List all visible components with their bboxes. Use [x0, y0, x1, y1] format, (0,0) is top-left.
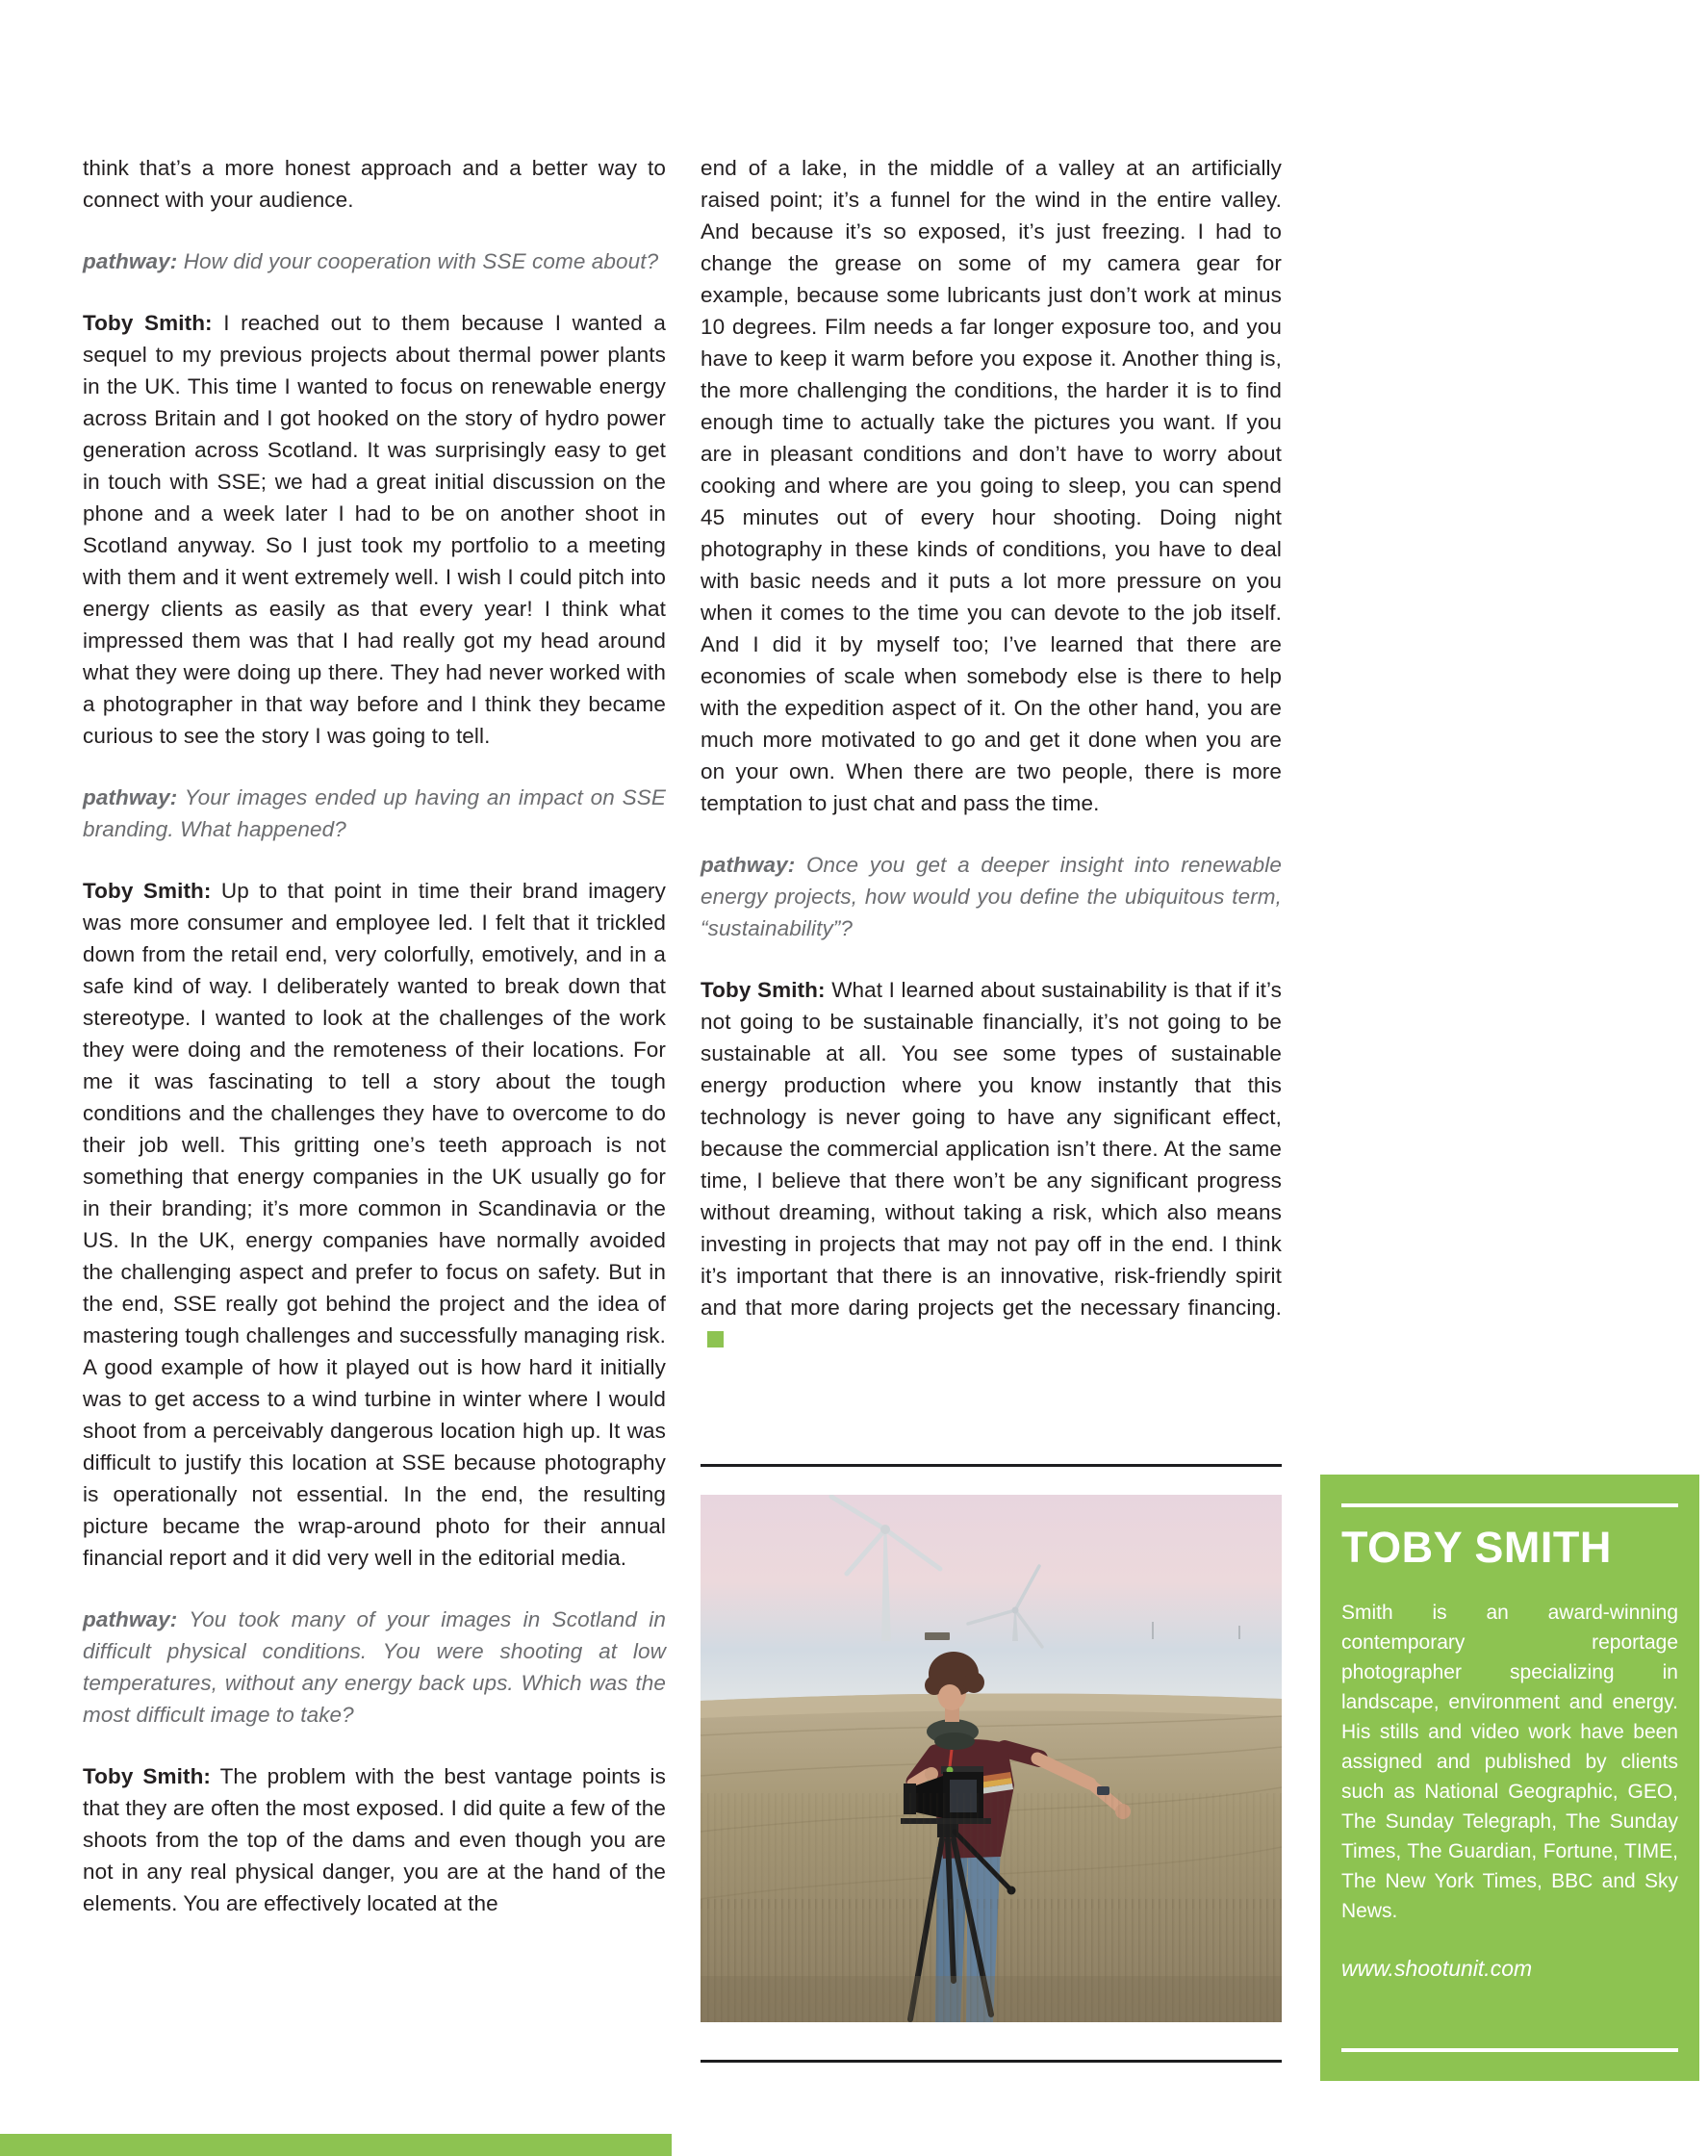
- interview-answer: [83, 1760, 666, 1919]
- pathway-label: pathway:: [83, 785, 178, 809]
- bio-text: Smith is an award-winning contemporary reportage photographer specializing in landscape, environment and energy. His stills and video work have been assigned and published by clients such as National Geographic, GEO, The Sunday Telegraph, The Sunday Times, The Guardian, Fortune, TIME, The New York Times, BBC and Sky News.: [1341, 1601, 1678, 1922]
- article-paragraph: [701, 152, 1282, 819]
- dusk-sky: [701, 1495, 1282, 1702]
- answer-text: I reached out to them because I wanted a sequel to my previous projects about thermal power plants in the UK. This time I wanted to focus on renewable energy across Britain and I got hooked on the story of hydro power generation across Scotland. It was surprisingly easy to get in touch with SSE; we had a great initial discussion on the phone and a week later I had to be on another shoot in Scotland anyway. So I just took my portfolio to a meeting with them and it went extremely well. I wish I could pitch into energy clients as easily as that every year! I think what impressed them was that I had really got my head around what they were doing up there. They had never worked with a photographer in that way before and I think they became curious to see the story I was going to tell.: [83, 311, 666, 748]
- interview-answer: [701, 974, 1282, 1355]
- grass-texture: [701, 1793, 1282, 1909]
- bio-bottom-rule: [1341, 2048, 1678, 2052]
- interview-answer: [83, 875, 666, 1574]
- photographer-field-photo: [701, 1495, 1282, 2022]
- answer-text: What I learned about sustainability is that if it’s not going to be sustainable financially, it’s not going to be sustainable at all. You see some types of sustainable energy production where you know instantly that this technology is never going to have any significant effect, because the commercial application isn’t there. At the same time, I believe that there won’t be any significant progress without dreaming, without taking a risk, which also means investing in projects that may not pay off in the end. I think it’s important that there is an innovative, risk-friendly spirit and that more daring projects get the necessary financing.: [701, 978, 1282, 1320]
- answer-text: The problem with the best vantage points is that they are often the most exposed. I did quite a few of the shoots from the top of the dams and even though you are not in any real physical danger, you are at the hand of the elements. You are effectively located at the: [83, 1764, 666, 1915]
- speaker-label: Toby Smith:: [83, 311, 213, 335]
- bio-top-rule: [1341, 1503, 1678, 1507]
- speaker-label: Toby Smith:: [83, 879, 212, 903]
- distant-building: [925, 1632, 950, 1640]
- bio-title: TOBY SMITH: [1341, 1523, 1612, 1572]
- article-column-left: [83, 152, 666, 1919]
- article-paragraph: [83, 152, 666, 216]
- paragraph-text: end of a lake, in the middle of a valley at an artificially raised point; it’s a funnel for the wind in the entire valley. And because it’s so exposed, it’s just freezing. I had to change the grease on some of my camera gear for example, because some lubricants just don’t work at minus 10 degrees. Film needs a far longer exposure too, and you have to keep it warm before you expose it. Another thing is, the more challenging the conditions, the harder it is to find enough time to actually take the pictures you want. If you are in pleasant conditions and don’t have to worry about cooking and where are you going to sleep, you can spend 45 minutes out of every hour shooting. Doing night photography in these kinds of conditions, you have to deal with basic needs and it puts a lot more pressure on you when it comes to the time you can devote to the job itself. And I did it by myself too; I’ve learned that there are economies of scale when somebody else is there to help with the expedition aspect of it. On the other hand, you are much more motivated to go and get it done when you are on your own. When there are two people, there is more temptation to just chat and pass the time.: [701, 156, 1282, 815]
- horizontal-rule: [701, 1464, 1282, 1467]
- interview-question: [83, 245, 666, 277]
- pathway-label: pathway:: [701, 853, 796, 877]
- speaker-label: Toby Smith:: [701, 978, 826, 1002]
- question-text: You took many of your images in Scotland in difficult physical conditions. You were shooting at low temperatures, without any energy back ups. Which was the most difficult image to take?: [83, 1607, 666, 1727]
- question-text: Your images ended up having an impact on SSE branding. What happened?: [83, 785, 666, 841]
- pathway-label: pathway:: [83, 1607, 178, 1631]
- paragraph-text: think that’s a more honest approach and a better way to connect with your audience.: [83, 156, 666, 212]
- question-text: How did your cooperation with SSE come about?: [183, 249, 659, 273]
- horizontal-rule: [701, 2060, 1282, 2063]
- speaker-label: Toby Smith:: [83, 1764, 212, 1788]
- interview-question: [83, 1604, 666, 1731]
- interview-question: [83, 782, 666, 845]
- photo-illustration: [701, 1495, 1282, 2022]
- author-bio-box: [1320, 1475, 1699, 2081]
- bio-website: www.shootunit.com: [1341, 1955, 1533, 1981]
- article-column-right: [701, 152, 1282, 1355]
- footer-accent-bar: [0, 2134, 672, 2156]
- question-text: Once you get a deeper insight into renewable energy projects, how would you define the ubiquitous term, “sustainability”?: [701, 853, 1282, 940]
- interview-question: [701, 849, 1282, 944]
- answer-text: Up to that point in time their brand imagery was more consumer and employee led. I felt that it trickled down from the retail end, very colorfully, emotively, and in a safe kind of way. I deliberately wanted to break down that stereotype. I wanted to look at the challenges of the work they were doing and the remoteness of their locations. For me it was fascinating to tell a story about the tough conditions and the challenges they have to overcome to do their job well. This gritting one’s teeth approach is not something that energy companies in the UK usually go for in their branding; it’s more common in Scandinavia or the US. In the UK, energy companies have normally avoided the challenging aspect and prefer to focus on safety. But in the end, SSE really got behind the project and the idea of mastering tough challenges and successfully managing risk. A good example of how it played out is how hard it initially was to get access to a wind turbine in winter where I would shoot from a perceivably dangerous location high up. It was difficult to justify this location at SSE because photography is operationally not essential. In the end, the resulting picture became the wrap-around photo for their annual financial report and it did very well in the editorial media.: [83, 879, 666, 1570]
- end-of-article-marker: [707, 1331, 724, 1348]
- interview-answer: [83, 307, 666, 752]
- pathway-label: pathway:: [83, 249, 178, 273]
